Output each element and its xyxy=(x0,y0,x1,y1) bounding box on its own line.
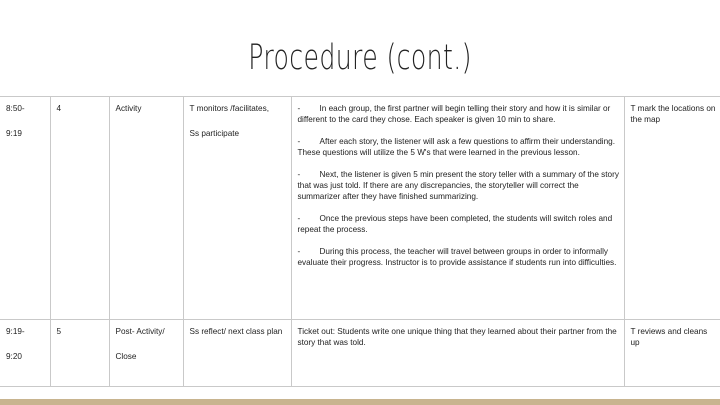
activity-label: Close xyxy=(115,352,137,361)
procedure-bullet: - Next, the listener is given 5 min present the story teller with a summary of the story that was just told. If there are any discrepancies, the storyteller will correct the summarizer after they have finished summarizing. xyxy=(297,170,619,201)
roles-cell xyxy=(183,97,291,320)
activity-cell xyxy=(109,97,183,320)
table-row xyxy=(0,97,720,320)
teacher-note-cell: T mark the locations on the map xyxy=(624,97,720,320)
time-cell xyxy=(0,320,50,387)
activity-label: Post- Activity/ xyxy=(115,327,165,336)
activity-label: Activity xyxy=(115,104,142,113)
step-number: 4 xyxy=(50,97,109,320)
time-cell xyxy=(0,97,50,320)
time-end: 9:19 xyxy=(6,129,22,138)
teacher-role: T monitors /facilitates, xyxy=(189,104,269,113)
roles-cell xyxy=(183,320,291,387)
time-start: 9:19- xyxy=(6,327,25,336)
table-row xyxy=(0,320,720,387)
slide-title: Procedure (cont.) xyxy=(248,38,472,78)
procedure-bullet: - After each story, the listener will ask a few questions to affirm their understanding. These questions will utilize the 5 W's that were learned in the previous lesson. xyxy=(297,137,616,157)
teacher-note-cell: T reviews and cleans up xyxy=(624,320,720,387)
student-role: Ss reflect/ next class plan xyxy=(189,327,283,336)
activity-cell xyxy=(109,320,183,387)
time-end: 9:20 xyxy=(6,352,22,361)
step-number: 5 xyxy=(50,320,109,387)
procedure-cell xyxy=(291,97,624,320)
time-start: 8:50- xyxy=(6,104,25,113)
student-role: Ss participate xyxy=(189,129,240,138)
procedure-bullet: - Once the previous steps have been completed, the students will switch roles and repeat the process. xyxy=(297,214,613,234)
procedure-cell: Ticket out: Students write one unique thing that they learned about their partner from the story that was told. xyxy=(291,320,624,387)
procedure-bullet: - In each group, the first partner will begin telling their story and how it is similar or different to the card they chose. Each speaker is given 10 min to share. xyxy=(297,104,611,124)
footer-accent-bar xyxy=(0,399,720,405)
procedure-bullet: - During this process, the teacher will travel between groups in order to informally evaluate their progress. Instructor is to provide assistance if students run into difficulties. xyxy=(297,247,617,267)
procedure-table xyxy=(0,96,720,387)
